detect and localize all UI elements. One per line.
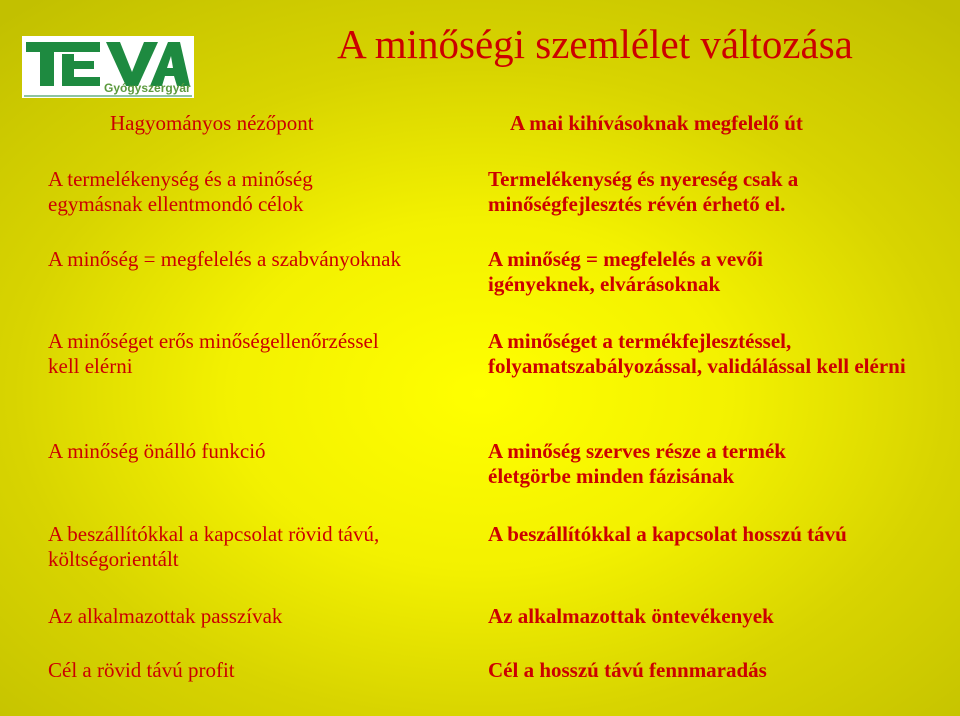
left-item-3: A minőséget erős minőségellenőrzéssel kell elérni — [48, 329, 379, 378]
logo-subtitle: Gyógyszergyár — [104, 81, 191, 95]
left-item-4: A minőség önálló funkció — [48, 439, 266, 463]
right-item-3: A minőséget a termékfejlesztéssel, folyamatszabályozással, validálással kell elérni — [488, 329, 906, 378]
left-item-7: Cél a rövid távú profit — [48, 658, 235, 682]
right-item-7: Cél a hosszú távú fennmaradás — [488, 658, 767, 682]
left-item-1: A termelékenység és a minőség egymásnak ellentmondó célok — [48, 167, 313, 216]
right-item-4: A minőség szerves része a termék életgörbe minden fázisának — [488, 439, 786, 488]
right-item-6: Az alkalmazottak öntevékenyek — [488, 604, 774, 628]
slide-title: A minőségi szemlélet változása — [337, 21, 853, 67]
right-item-1: Termelékenység és nyereség csak a minőségfejlesztés révén érhető el. — [488, 167, 799, 216]
left-item-6: Az alkalmazottak passzívak — [48, 604, 283, 628]
right-item-2: A minőség = megfelelés a vevői igényeknek, elvárásoknak — [488, 247, 763, 296]
teva-logo — [22, 36, 194, 98]
right-item-5: A beszállítókkal a kapcsolat hosszú távú — [488, 522, 847, 546]
left-item-2: A minőség = megfelelés a szabványoknak — [48, 247, 401, 271]
left-column-heading: Hagyományos nézőpont — [110, 111, 314, 135]
left-item-5: A beszállítókkal a kapcsolat rövid távú, költségorientált — [48, 522, 380, 571]
right-column-heading: A mai kihívásoknak megfelelő út — [510, 111, 803, 135]
